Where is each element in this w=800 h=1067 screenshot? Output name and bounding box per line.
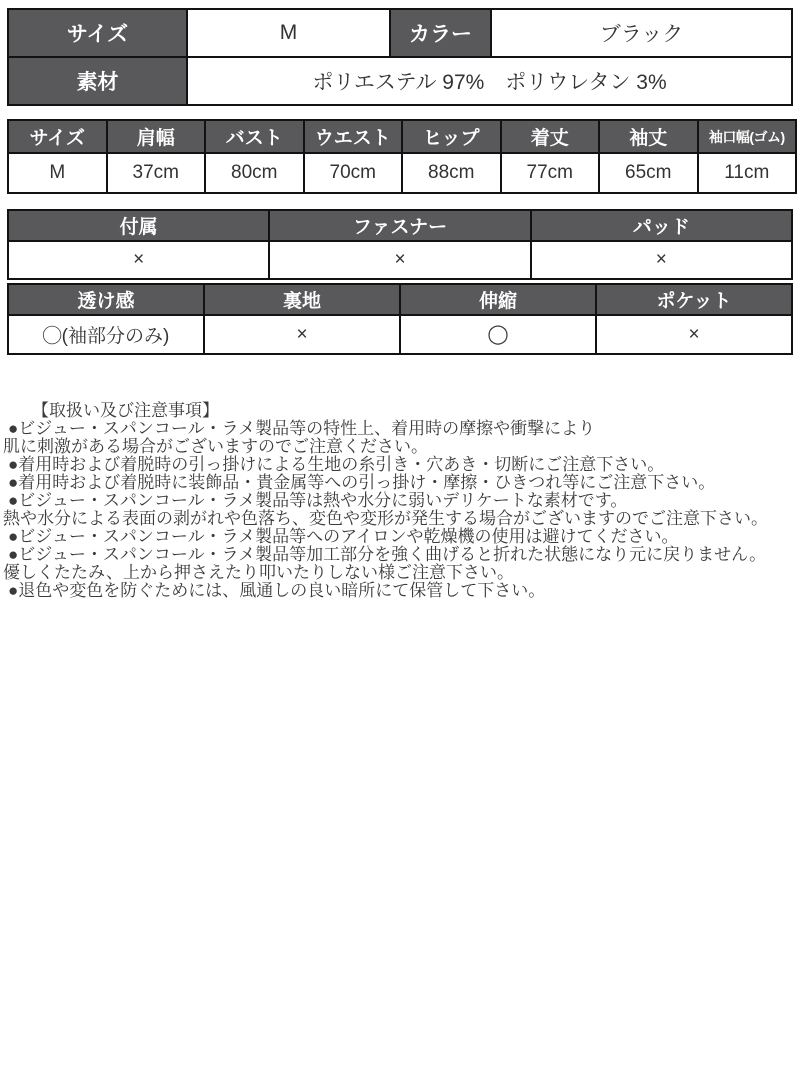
accessories-header: 付属 <box>9 211 268 240</box>
care-note-line: ●着用時および着脱時に装飾品・貴金属等への引っ掛け・摩擦・ひきつれ等にご注意下さい。 <box>8 473 716 492</box>
material-label-cell: 素材 <box>9 58 186 104</box>
accessories-value: × <box>9 242 268 278</box>
measurement-bust-value: 80cm <box>206 154 303 192</box>
measurement-waist-value: 70cm <box>305 154 402 192</box>
stretch-value: ◯ <box>401 316 595 353</box>
measurement-shoulder-value: 37cm <box>108 154 205 192</box>
measurement-length-value: 77cm <box>502 154 599 192</box>
color-label-cell: カラー <box>391 10 490 56</box>
measurements-table <box>7 119 797 194</box>
lining-header: 裏地 <box>205 285 399 314</box>
measurements-header-size: サイズ <box>9 121 106 152</box>
care-note-line: 肌に刺激がある場合がございますのでご注意ください。 <box>3 437 428 456</box>
measurement-size-value: M <box>9 154 106 192</box>
fastener-value: × <box>270 242 529 278</box>
care-notes <box>3 402 798 600</box>
care-note-line: ●ビジュー・スパンコール・ラメ製品等へのアイロンや乾燥機の使用は避けてください。 <box>8 527 679 546</box>
measurements-header-sleeve: 袖丈 <box>600 121 697 152</box>
measurements-header-waist: ウエスト <box>305 121 402 152</box>
fabric-details-table <box>7 283 793 355</box>
measurements-header-bust: バスト <box>206 121 303 152</box>
material-value-cell: ポリエステル 97% ポリウレタン 3% <box>188 58 791 104</box>
fastener-header: ファスナー <box>270 211 529 240</box>
sheerness-header: 透け感 <box>9 285 203 314</box>
sheerness-value: ◯(袖部分のみ) <box>9 316 203 353</box>
lining-value: × <box>205 316 399 353</box>
pocket-header: ポケット <box>597 285 791 314</box>
measurement-hip-value: 88cm <box>403 154 500 192</box>
measurements-header-length: 着丈 <box>502 121 599 152</box>
accessories-table <box>7 209 793 280</box>
measurements-header-shoulder: 肩幅 <box>108 121 205 152</box>
size-value-cell: M <box>188 10 389 56</box>
measurement-cuff-value: 11cm <box>699 154 796 192</box>
product-summary-table <box>7 8 793 106</box>
care-note-line: ●ビジュー・スパンコール・ラメ製品等の特性上、着用時の摩擦や衝撃により <box>8 419 596 438</box>
stretch-header: 伸縮 <box>401 285 595 314</box>
color-value-cell: ブラック <box>492 10 791 56</box>
measurements-header-cuff: 袖口幅(ゴム) <box>699 121 796 152</box>
care-note-line: ●着用時および着脱時の引っ掛けによる生地の糸引き・穴あき・切断にご注意下さい。 <box>8 455 665 474</box>
care-note-line: 優しくたたみ、上から押さえたり叩いたりしない様ご注意下さい。 <box>3 563 515 582</box>
care-note-line: 熱や水分による表面の剥がれや色落ち、変色や変形が発生する場合がございますのでご注意下さい。 <box>3 509 768 528</box>
care-note-line: ●退色や変色を防ぐためには、風通しの良い暗所にて保管して下さい。 <box>8 581 546 600</box>
pad-header: パッド <box>532 211 791 240</box>
measurements-header-hip: ヒップ <box>403 121 500 152</box>
care-notes-title: 【取扱い及び注意事項】 <box>32 401 219 420</box>
care-note-line: ●ビジュー・スパンコール・ラメ製品等加工部分を強く曲げると折れた状態になり元に戻りません。 <box>8 545 767 564</box>
pad-value: × <box>532 242 791 278</box>
pocket-value: × <box>597 316 791 353</box>
size-label-cell: サイズ <box>9 10 186 56</box>
care-note-line: ●ビジュー・スパンコール・ラメ製品等は熱や水分に弱いデリケートな素材です。 <box>8 491 628 510</box>
measurement-sleeve-value: 65cm <box>600 154 697 192</box>
